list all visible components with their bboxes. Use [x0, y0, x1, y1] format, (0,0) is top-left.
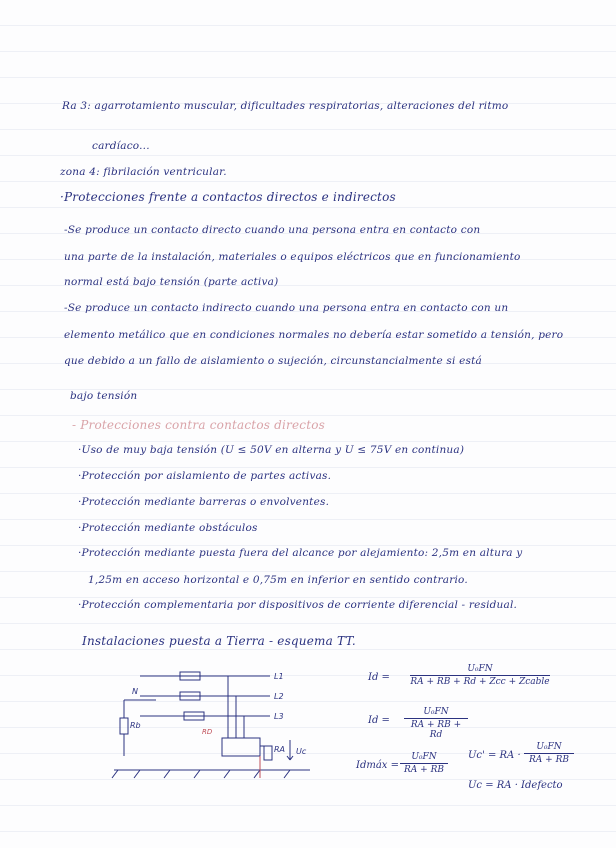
numerator: U₀FN — [400, 752, 448, 764]
text-line: Ra 3: agarrotamiento muscular, dificultades respiratorias, alteraciones del ritmo — [62, 100, 509, 112]
list-item: ·Protección mediante obstáculos — [78, 522, 258, 534]
rd-label: RD — [202, 728, 213, 736]
equation-id-fraction — [410, 664, 550, 687]
text-line: elemento metálico que en condiciones normales no debería estar sometido a tensión, pero — [64, 329, 564, 341]
tt-circuit-diagram — [110, 660, 330, 790]
equation-uc2: Uc = RA · Idefecto — [468, 780, 563, 791]
numerator: U₀FN — [524, 742, 574, 754]
ra-label: RA — [274, 745, 286, 754]
equation-id-lhs: Id = — [368, 672, 390, 683]
denominator: RA + RB + Rd + Zcc + Zcable — [410, 677, 550, 687]
equation-uc1-fraction — [524, 742, 574, 765]
denominator: RA + RB + Rd — [410, 720, 462, 740]
equation-idmax-fraction — [400, 752, 448, 775]
denominator: RA + RB — [529, 755, 569, 765]
uc-label: Uc — [296, 747, 307, 756]
text-line: que debido a un fallo de aislamiento o sujeción, circunstancialmente si está — [64, 355, 482, 367]
numerator: U₀FN — [404, 707, 468, 719]
list-item: ·Protección por aislamiento de partes activas. — [78, 470, 332, 482]
text-line: -Se produce un contacto indirecto cuando una persona entra en contacto con un — [64, 302, 509, 314]
section-heading: Instalaciones puesta a Tierra - esquema TT. — [82, 634, 356, 648]
list-item: ·Protección mediante barreras o envolventes. — [78, 496, 330, 508]
text-line: normal está bajo tensión (parte activa) — [64, 276, 279, 288]
list-item: ·Uso de muy baja tensión (U ≤ 50V en alterna y U ≤ 75V en continua) — [78, 444, 465, 456]
denominator: RA + RB — [404, 765, 444, 775]
equation-idmax-lhs: Idmáx = — [356, 760, 399, 771]
equation-uc1-lhs: Uc' = RA · — [468, 750, 521, 761]
text-line: bajo tensión — [70, 390, 138, 402]
phase-l1-label: L1 — [274, 672, 284, 681]
text-line: una parte de la instalación, materiales o equipos eléctricos que en funcionamiento — [64, 251, 521, 263]
text-line: zona 4: fibrilación ventricular. — [60, 166, 227, 178]
numerator: U₀FN — [410, 664, 550, 676]
phase-l3-label: L3 — [274, 712, 284, 721]
section-heading: ·Protecciones frente a contactos directos e indirectos — [60, 190, 396, 204]
rb-label: Rb — [130, 721, 141, 730]
equation-id2-lhs: Id = — [368, 715, 390, 726]
text-line: cardíaco... — [92, 140, 150, 152]
equation-id2-fraction — [404, 707, 468, 740]
neutral-label: N — [132, 687, 138, 696]
list-item: ·Protección mediante puesta fuera del alcance por alejamiento: 2,5m en altura y — [78, 547, 523, 559]
section-heading: - Protecciones contra contactos directos — [72, 418, 326, 432]
phase-l2-label: L2 — [274, 692, 284, 701]
text-line: -Se produce un contacto directo cuando una persona entra en contacto con — [64, 224, 481, 236]
text-line: 1,25m en acceso horizontal e 0,75m en inferior en sentido contrario. — [88, 574, 468, 586]
list-item: ·Protección complementaria por dispositivos de corriente diferencial - residual. — [78, 599, 518, 611]
